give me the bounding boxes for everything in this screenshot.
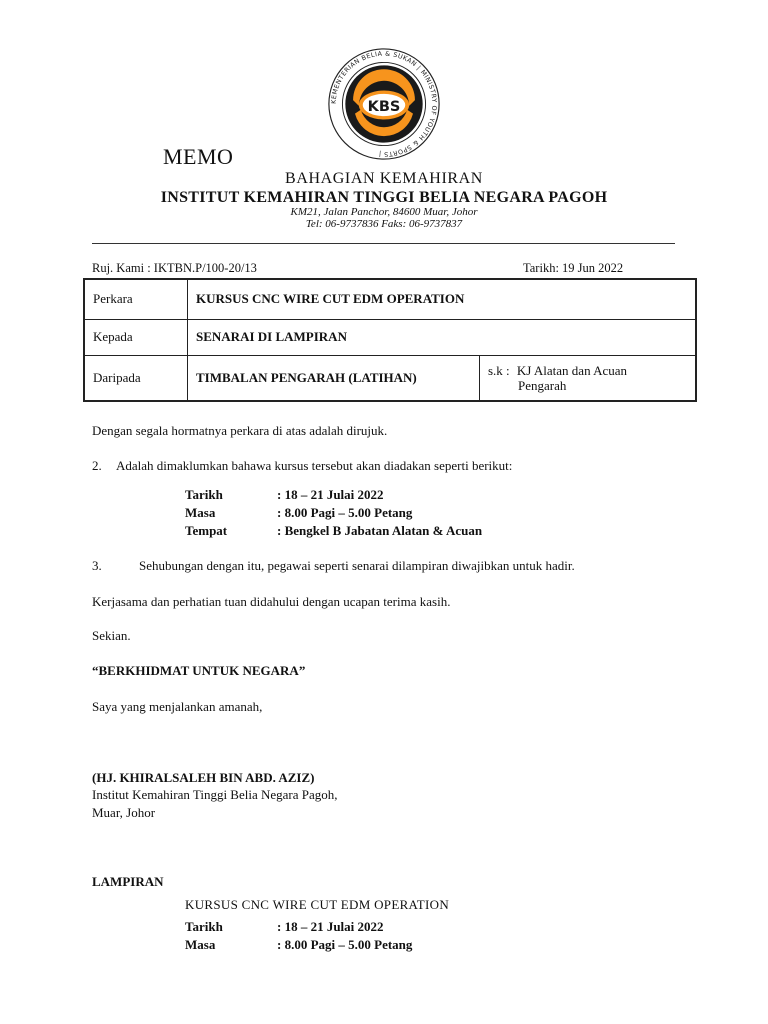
schedule-tempat-value: : Bengkel B Jabatan Alatan & Acuan <box>277 523 483 538</box>
perkara-label: Perkara <box>84 279 188 319</box>
schedule-tarikh-label: Tarikh <box>185 487 223 502</box>
daripada-value: TIMBALAN PENGARAH (LATIHAN) <box>188 355 480 401</box>
row-kepada <box>84 319 696 355</box>
daripada-label: Daripada <box>84 355 188 401</box>
schedule-tempat-label: Tempat <box>185 523 228 538</box>
logo-emblem-text: KBS <box>367 98 401 115</box>
sk-label: s.k : <box>488 362 510 378</box>
sk-line1: KJ Alatan dan Acuan <box>516 362 628 378</box>
schedule-masa-value: : 8.00 Pagi – 5.00 Petang <box>277 505 413 520</box>
kepada-value: SENARAI DI LAMPIRAN <box>188 319 697 355</box>
kbs-logo <box>326 46 442 162</box>
paragraph-4: Kerjasama dan perhatian tuan didahului dengan ucapan terima kasih. <box>92 594 451 609</box>
reference-number: Ruj. Kami : IKTBN.P/100-20/13 <box>92 261 257 275</box>
phone-line: Tel: 06-9737836 Faks: 06-9737837 <box>305 218 463 230</box>
row-perkara <box>84 279 696 319</box>
lampiran-title: KURSUS CNC WIRE CUT EDM OPERATION <box>185 897 450 912</box>
lampiran-heading: LAMPIRAN <box>92 874 164 889</box>
address-line: KM21, Jalan Panchor, 84600 Muar, Johor <box>290 206 478 218</box>
memo-date: Tarikh: 19 Jun 2022 <box>523 261 624 275</box>
signatory-institute: Institut Kemahiran Tinggi Belia Negara Pagoh, <box>92 787 338 802</box>
institute-heading: INSTITUT KEMAHIRAN TINGGI BELIA NEGARA PAGOH <box>160 189 608 206</box>
lampiran-masa-value: : 8.00 Pagi – 5.00 Petang <box>277 937 413 952</box>
lampiran-tarikh-value: : 18 – 21 Julai 2022 <box>277 919 384 934</box>
paragraph-2-number: 2. <box>92 458 102 473</box>
memo-info-table <box>83 278 697 402</box>
sk-cell <box>480 355 697 401</box>
row-daripada <box>84 355 696 401</box>
division-heading: BAHAGIAN KEMAHIRAN <box>285 170 483 187</box>
kepada-label: Kepada <box>84 319 188 355</box>
header-divider <box>92 243 675 244</box>
motto: “BERKHIDMAT UNTUK NEGARA” <box>92 663 306 678</box>
paragraph-1: Dengan segala hormatnya perkara di atas adalah dirujuk. <box>92 423 388 438</box>
lampiran-tarikh-label: Tarikh <box>185 919 223 934</box>
signatory-location: Muar, Johor <box>92 805 156 820</box>
sk-line2: Pengarah <box>518 377 567 393</box>
memo-title: MEMO <box>163 144 234 169</box>
perkara-value: KURSUS CNC WIRE CUT EDM OPERATION <box>188 279 697 319</box>
paragraph-3: Sehubungan dengan itu, pegawai seperti senarai dilampiran diwajibkan untuk hadir. <box>139 558 575 573</box>
paragraph-3-number: 3. <box>92 558 102 573</box>
logo-ring-text: KEMENTERIAN BELIA & SUKAN | MINISTRY OF YOUTH & SPORTS | <box>329 49 439 159</box>
schedule-tarikh-value: : 18 – 21 Julai 2022 <box>277 487 384 502</box>
paragraph-6: Saya yang menjalankan amanah, <box>92 699 263 714</box>
lampiran-masa-label: Masa <box>185 937 216 952</box>
schedule-masa-label: Masa <box>185 505 216 520</box>
paragraph-5: Sekian. <box>92 628 131 643</box>
paragraph-2: Adalah dimaklumkan bahawa kursus tersebut akan diadakan seperti berikut: <box>116 458 513 473</box>
signatory-name: (HJ. KHIRALSALEH BIN ABD. AZIZ) <box>92 770 315 785</box>
